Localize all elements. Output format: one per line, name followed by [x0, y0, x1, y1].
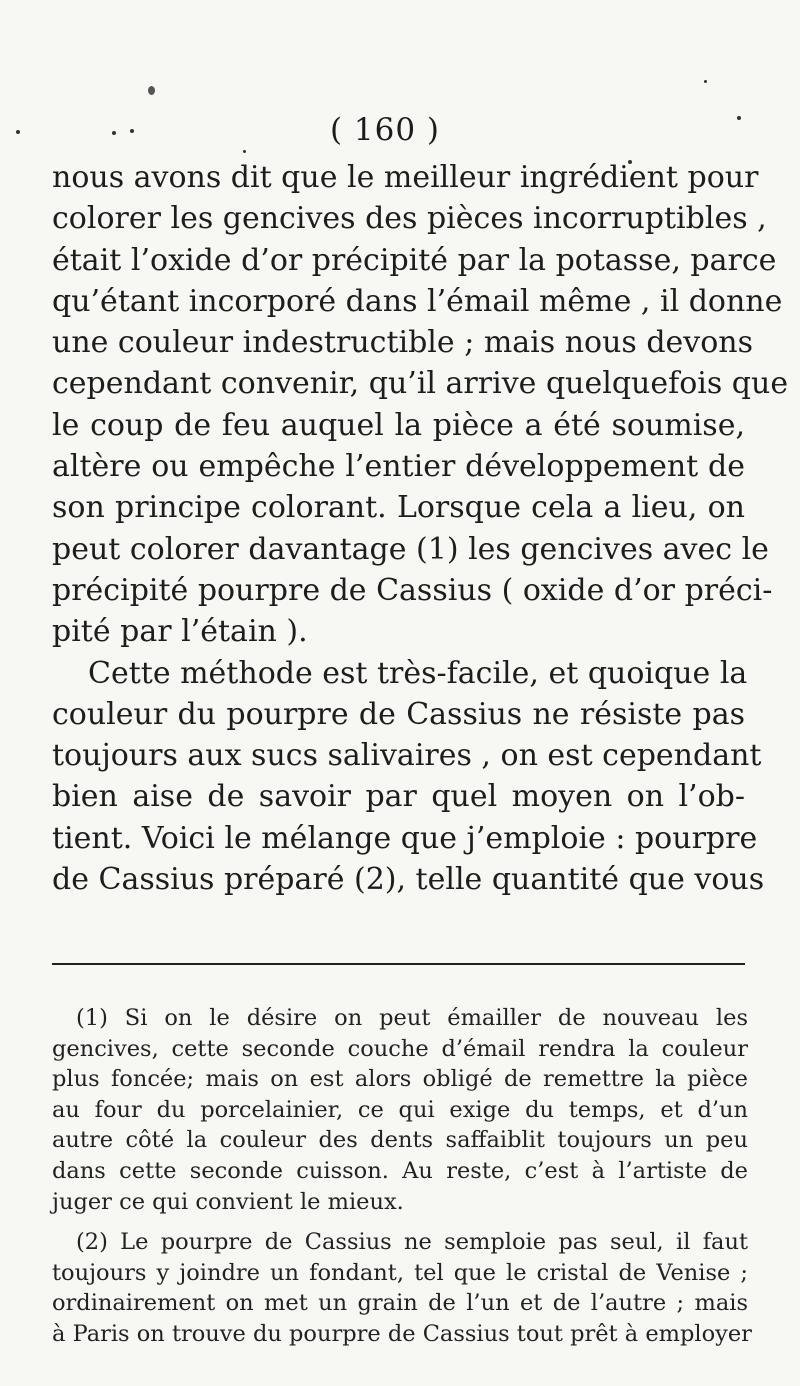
text-line: pité par l’étain ). — [52, 614, 308, 650]
footnote-separator — [52, 963, 745, 965]
footnote-2-line: à Paris on trouve du pourpre de Cassius tout prêt à employer — [52, 1320, 752, 1347]
text-line: tient. Voici le mélange que j’emploie : pourpre — [52, 820, 758, 856]
text-line: colorer les gencives des pièces incorruptibles , — [52, 201, 767, 237]
text-line: nous avons dit que le meilleur ingrédient pour — [52, 160, 759, 195]
ink-speck — [243, 150, 246, 153]
text-line: son principe colorant. Lorsque cela a lieu, on — [52, 490, 745, 526]
text-line: peut colorer davantage (1) les gencives avec le — [52, 531, 769, 567]
text-line: Cette méthode est très-facile, et quoique la — [88, 655, 748, 691]
footnotes — [52, 1003, 752, 1350]
text-line: le coup de feu auquel la pièce a été soumise, — [52, 407, 745, 443]
text-line: qu’étant incorporé dans l’émail même , il donne — [52, 283, 783, 319]
text-line: précipité pourpre de Cassius ( oxide d’or préci- — [52, 572, 773, 608]
text-line: était l’oxide d’or précipité par la potasse, parce — [52, 242, 777, 278]
text-line: de Cassius préparé (2), telle quantité que vous — [52, 862, 765, 898]
footnote-2-line: (2) Le pourpre de Cassius ne semploie pas seul, il faut — [76, 1229, 748, 1256]
ink-speck — [148, 86, 155, 95]
text-line: toujours aux sucs salivaires , on est cependant — [52, 738, 762, 774]
text-line: une couleur indestructible ; mais nous devons — [52, 325, 754, 361]
footnote-1-line: plus foncée; mais on est alors obligé de remettre la pièce — [52, 1066, 748, 1093]
ink-speck — [704, 80, 707, 83]
footnote-2-line: toujours y joindre un fondant, tel que le cristal de Venise ; — [52, 1259, 748, 1286]
footnote-1-line: au four du porcelainier, ce qui exige du temps, et d’un — [52, 1096, 748, 1123]
footnote-1-line: (1) Si on le désire on peut émailler de nouveau les — [76, 1005, 748, 1031]
page-number: ( 160 ) — [329, 112, 441, 148]
text-line: cependant convenir, qu’il arrive quelquefois que — [52, 366, 789, 402]
main-text — [52, 157, 789, 900]
text-line: altère ou empêche l’entier développement de — [52, 449, 745, 485]
text-line: bien aise de savoir par quel moyen on l’ob- — [52, 779, 745, 815]
footnote-gap — [52, 1217, 748, 1227]
footnote-1-line: juger ce qui convient le mieux. — [52, 1188, 404, 1215]
footnote-2-line: ordinairement on met un grain de l’un et de l’autre ; mais — [52, 1290, 748, 1317]
footnote-1-line: dans cette seconde cuisson. Au reste, c’est à l’artiste de — [52, 1157, 748, 1184]
text-line: couleur du pourpre de Cassius ne résiste pas — [52, 696, 745, 732]
footnote-1-line: gencives, cette seconde couche d’émail rendra la couleur — [52, 1035, 748, 1062]
footnote-1-line: autre côté la couleur des dents saffaiblit toujours un peu — [52, 1127, 748, 1154]
